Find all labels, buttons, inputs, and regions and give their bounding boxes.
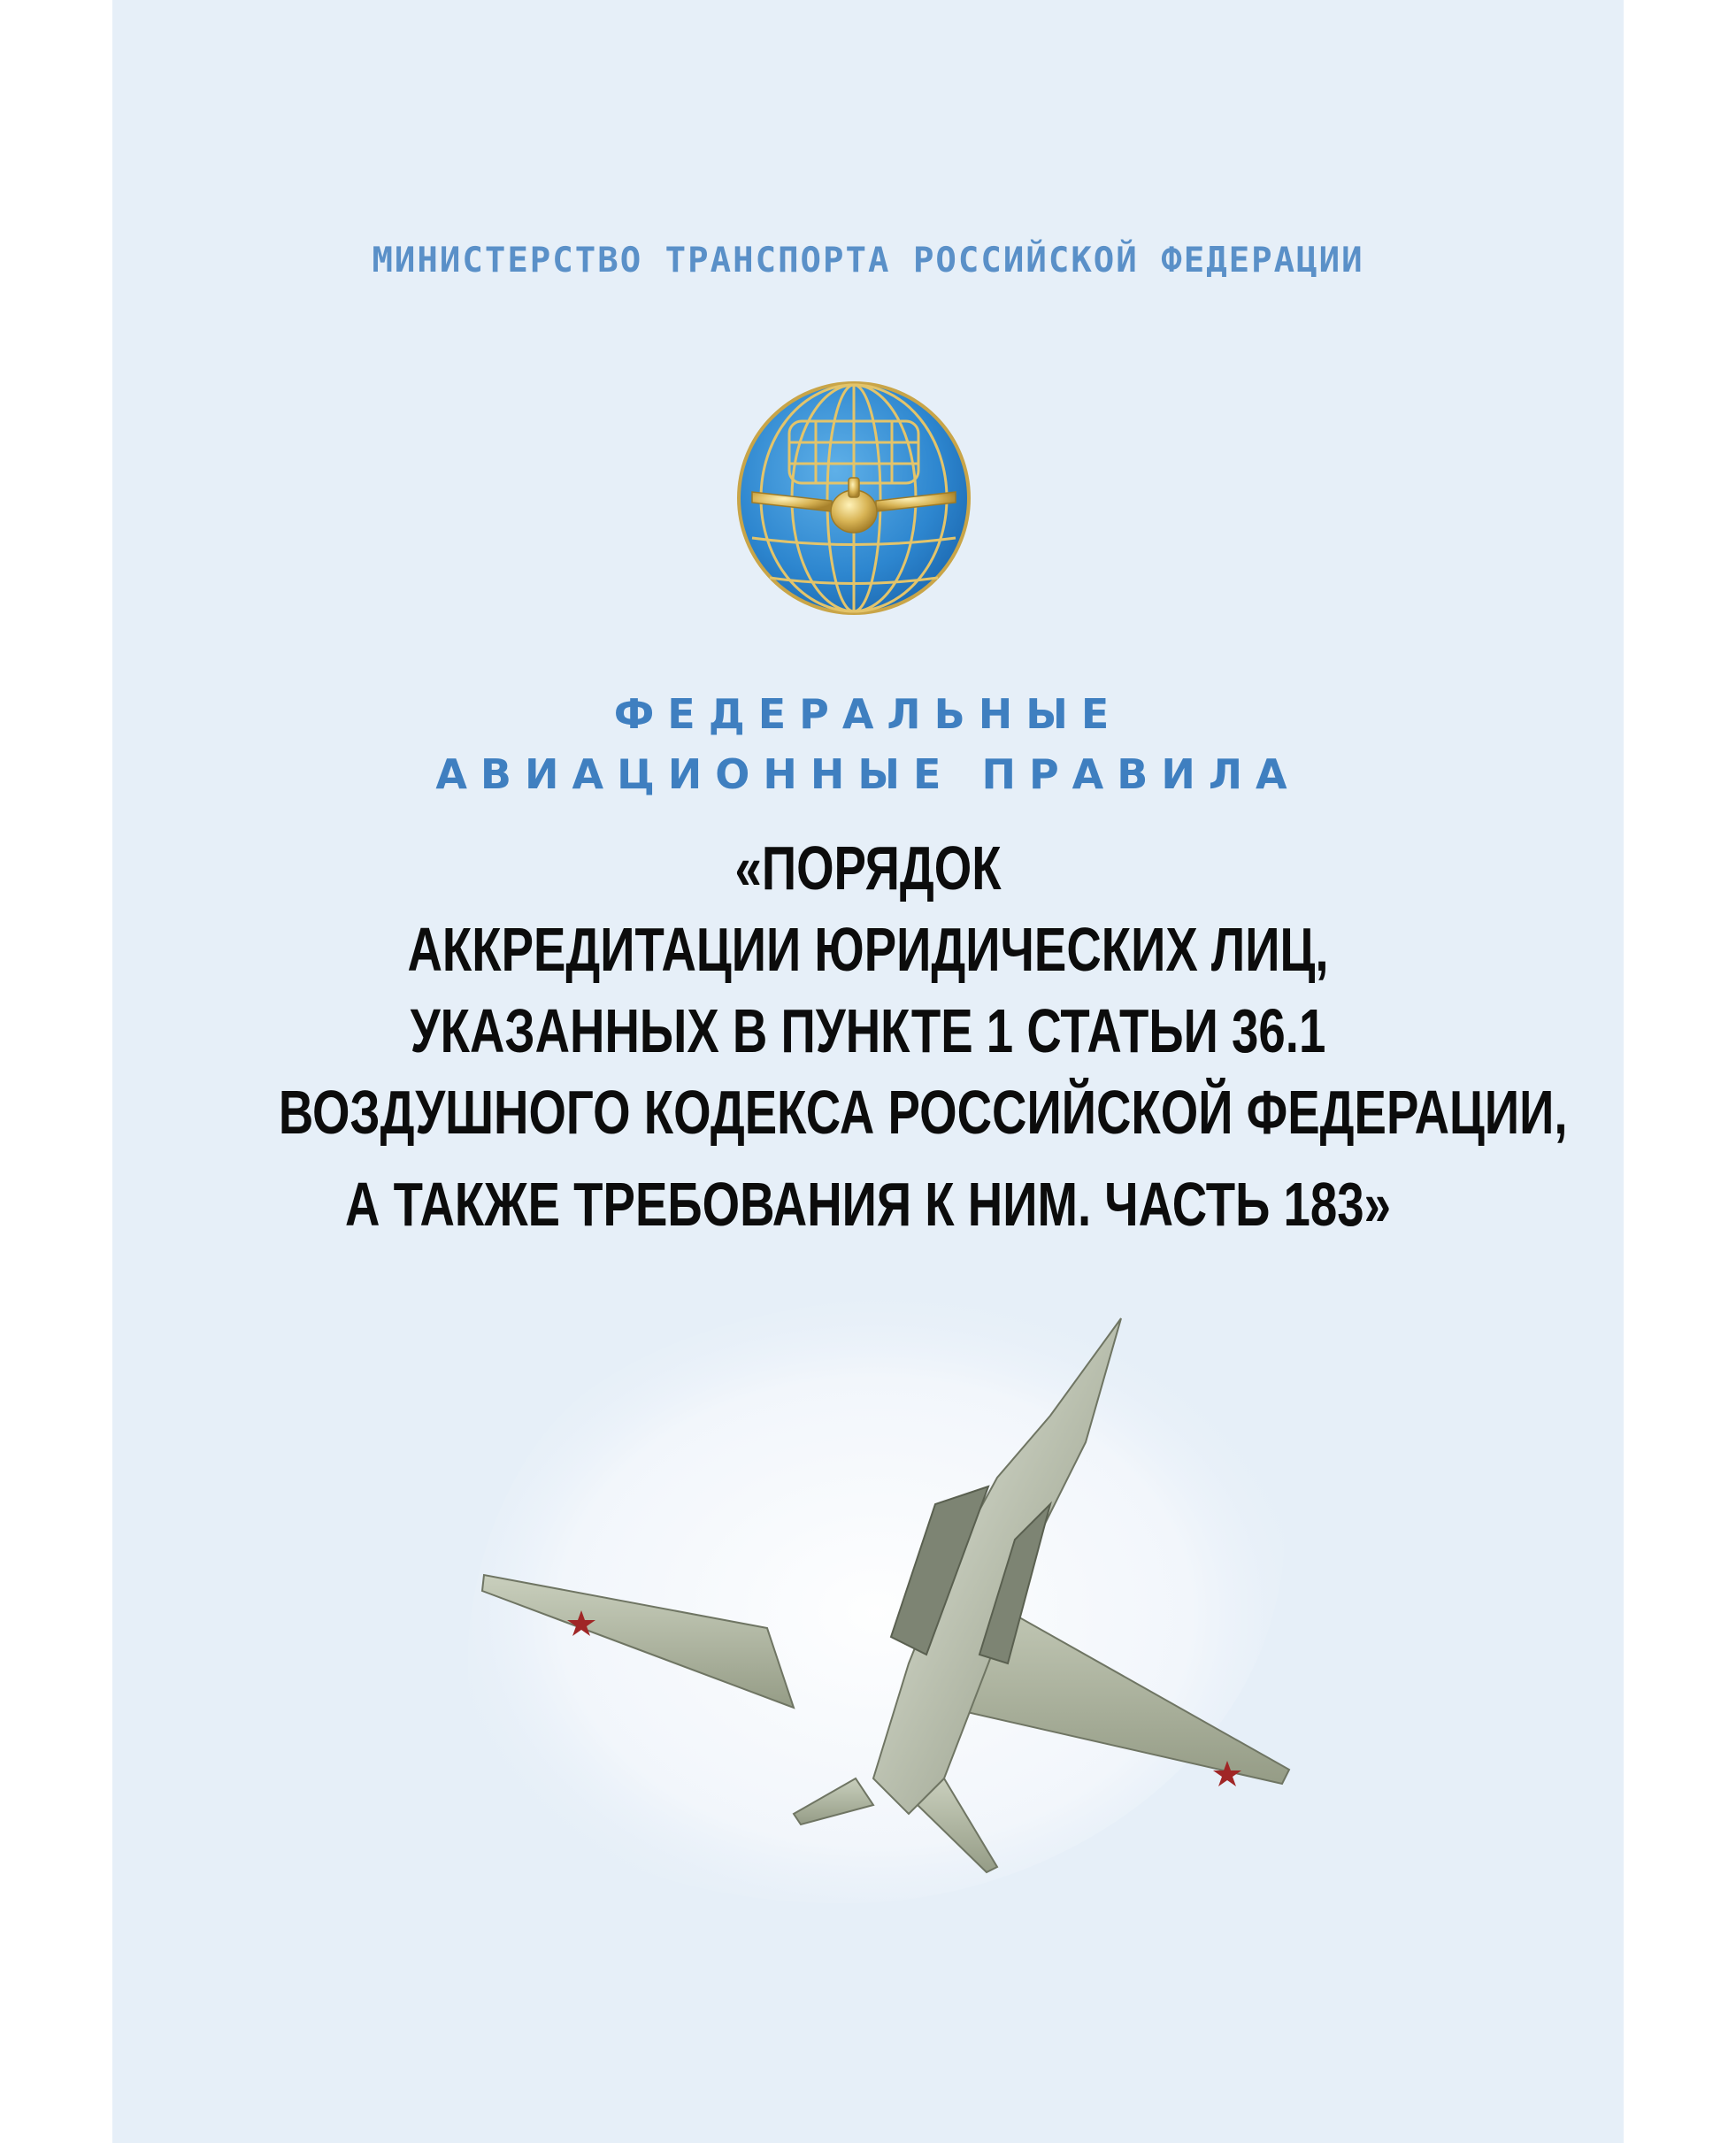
title-line: АККРЕДИТАЦИИ ЮРИДИЧЕСКИХ ЛИЦ,: [407, 915, 1329, 984]
ministry-heading: МИНИСТЕРСТВО ТРАНСПОРТА РОССИЙСКОЙ ФЕДЕРАЦИИ: [372, 241, 1364, 280]
kicker-federal: ФЕДЕРАЛЬНЫЕ: [613, 690, 1123, 738]
globe-emblem-icon: [734, 379, 973, 618]
title-line: А ТАКЖЕ ТРЕБОВАНИЯ К НИМ. ЧАСТЬ 183»: [344, 1170, 1392, 1239]
jet-bomber-illustration: [378, 1283, 1395, 1920]
title-line: «ПОРЯДОК: [734, 833, 1002, 903]
title-line: ВОЗДУШНОГО КОДЕКСА РОССИЙСКОЙ ФЕДЕРАЦИИ,: [278, 1078, 1568, 1147]
cover-page: [112, 0, 1624, 2143]
title-line: УКАЗАННЫХ В ПУНКТЕ 1 СТАТЬИ 36.1: [410, 996, 1326, 1065]
kicker-aviation-rules: АВИАЦИОННЫЕ ПРАВИЛА: [435, 750, 1301, 798]
